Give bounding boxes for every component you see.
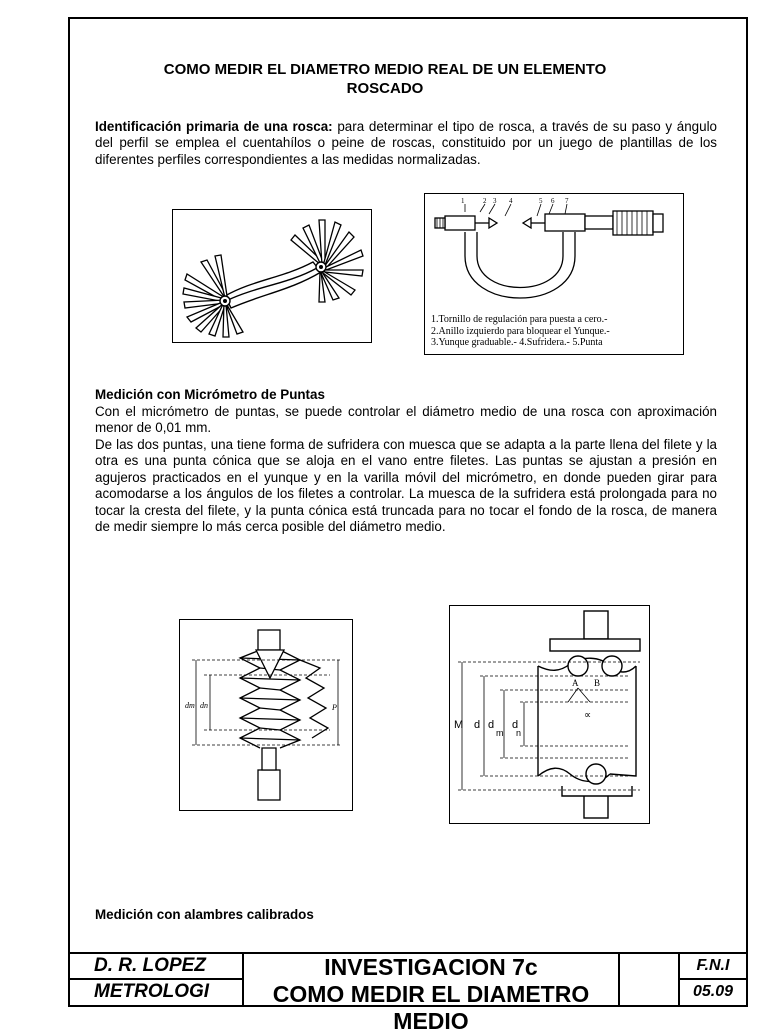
section1-paragraph-1: Con el micrómetro de puntas, se puede controlar el diámetro medio de una rosca con aproximación menor de 0,01 mm. — [95, 404, 717, 436]
micrometer-label-3: 3 — [493, 197, 497, 205]
caption-line-1: 1.Tornillo de regulación para puesta a cero.- — [431, 314, 608, 325]
micrometer-label-5: 5 — [539, 197, 543, 205]
footer-code-cell — [678, 952, 748, 980]
section-heading-wires: Medición con alambres calibrados — [95, 907, 314, 922]
thread-diameter-figure — [179, 619, 353, 811]
title-line-2: ROSCADO — [346, 80, 424, 97]
footer-blank-cell — [618, 952, 680, 1007]
three-wire-figure — [449, 605, 650, 824]
label-p: P — [332, 703, 337, 712]
title-line-1: COMO MEDIR EL DIAMETRO MEDIO REAL DE UN ELEMENTO — [163, 61, 607, 78]
thread-gauge-illustration — [173, 210, 370, 341]
label-B: B — [594, 678, 601, 688]
micrometer-figure — [424, 193, 684, 355]
footer-title-line-3: MEDIO — [393, 1008, 469, 1034]
label-A: A — [572, 678, 579, 688]
micrometer-label-1: 1 — [461, 197, 465, 205]
section-heading-micrometer: Medición con Micrómetro de Puntas — [95, 387, 325, 402]
label-M: M — [454, 719, 464, 731]
label-alpha: ∝ — [584, 710, 592, 721]
label-d: d — [474, 719, 481, 731]
section1-paragraph-2: De las dos puntas, una tiene forma de sufridera con muesca que se adapta a la parte llena del filete y la otra es una punta cónica que se aloja en el vano entre filetes. Las puntas se ajustan a presión en agujeros practicados en el yunque y en la varilla móvil del micrómetro, en donde pueden girar para acomodarse a los ángulos de los filetes a controlar. La muesca de la sufridera está prolongada para no tocar la cresta del filete, y la punta cónica está truncada para no tocar el fondo de la rosca, de manera de medir siempre lo más cerca posible del diámetro medio. — [95, 437, 717, 535]
micrometer-illustration — [425, 194, 682, 312]
document-title — [100, 60, 670, 98]
footer-author: D. R. LOPEZ — [94, 955, 206, 976]
micrometer-label-2: 2 — [483, 197, 487, 205]
footer-author-cell — [68, 952, 244, 980]
caption-line-2: 2.Anillo izquierdo para bloquear el Yunque.- — [431, 325, 610, 337]
label-dm: dm — [185, 701, 195, 710]
footer-number-cell — [678, 978, 748, 1007]
footer-number: 05.09 — [692, 983, 734, 1000]
intro-paragraph — [95, 119, 717, 168]
label-dn: dn — [200, 701, 208, 710]
label-d-2: d — [488, 719, 495, 731]
footer-title-line-2: COMO MEDIR EL DIAMETRO — [272, 981, 590, 1007]
intro-text: para determinar el tipo de rosca, a través de su paso y ángulo del perfil se emplea el cuentahílos o peine de roscas, constituido por un juego de plantillas de los diferentes perfiles correspondientes a las medidas normalizadas. — [95, 119, 718, 167]
footer-title-cell — [242, 952, 620, 1034]
thread-diameter-illustration — [180, 620, 351, 809]
micrometer-label-6: 6 — [551, 197, 555, 205]
caption-line-3: 3.Yunque graduable.- 4.Sufridera.- 5.Punta — [431, 337, 603, 348]
micrometer-label-4: 4 — [509, 197, 513, 205]
label-m: m — [496, 728, 504, 738]
three-wire-illustration — [450, 606, 648, 822]
micrometer-label-7: 7 — [565, 197, 569, 205]
footer-subject: METROLOGI — [94, 981, 210, 1002]
footer-title-line-1: INVESTIGACION 7c — [324, 954, 538, 980]
thread-gauge-figure — [172, 209, 372, 343]
intro-label: Identificación primaria de una rosca: — [95, 119, 333, 134]
footer-subject-cell — [68, 978, 244, 1007]
footer-title-block — [68, 952, 748, 1034]
label-d-3: d — [512, 719, 519, 731]
label-n: n — [516, 728, 522, 738]
footer-code: F.N.I — [696, 957, 730, 974]
micrometer-caption — [431, 314, 610, 349]
